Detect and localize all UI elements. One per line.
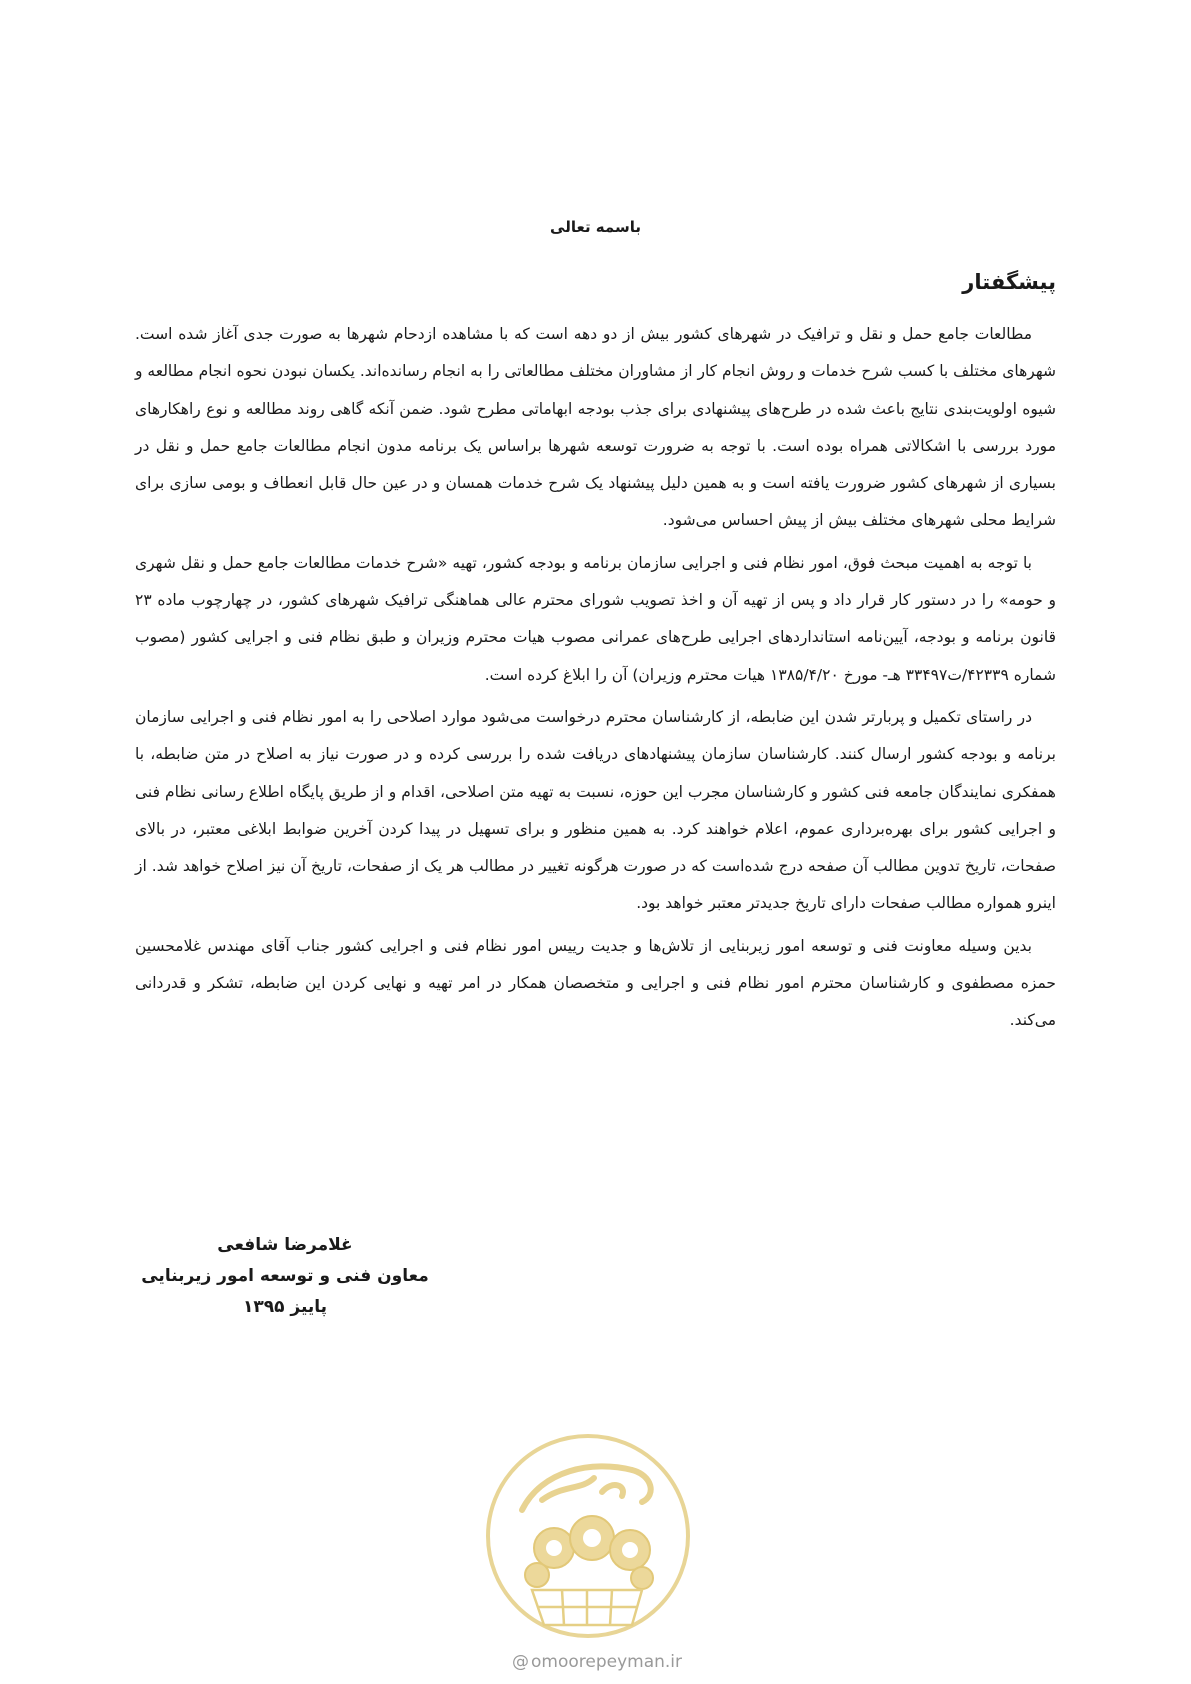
paragraph: بدین وسیله معاونت فنی و توسعه امور زیربنایی از تلاش‌ها و جدیت رییس امور نظام فنی و اجرایی کشور جناب آقای مهندس غلامحسین حمزه مصطفوی و کارشناسان محترم امور نظام فنی و اجرایی و متخصصان همکار در امر تهیه و نهایی کردن این ضابطه، تشکر و قدردانی می‌کند. <box>135 936 1056 1030</box>
page-title: پیشگفتار <box>962 270 1056 294</box>
signatory-position: معاون فنی و توسعه امور زیربنایی <box>141 1266 429 1286</box>
website-url: omoorepeyman.ir <box>530 1652 683 1672</box>
paragraph: با توجه به اهمیت مبحث فوق، امور نظام فنی و اجرایی سازمان برنامه و بودجه کشور، تهیه «شرح خدمات مطالعات جامع حمل و نقل شهری و حومه» را در دستور کار قرار داد و پس از تهیه آن و اخذ تصویب شورای محترم عالی هماهنگی ترافیک شهرهای کشور، در چهارچوب ماده ۲۳ قانون برنامه و بودجه، آیین‌نامه استانداردهای اجرایی طرح‌های عمرانی مصوب هیات محترم وزیران و طبق نظام فنی و اجرایی کشور (مصوب شماره ۴۲۳۳۹/ت۳۳۴۹۷ هـ- مورخ ۱۳۸۵/۴/۲۰ هیات محترم وزیران) آن را ابلاغ کرده است. <box>135 553 1056 684</box>
paragraph: در راستای تکمیل و پربارتر شدن این ضابطه، از کارشناسان محترم درخواست می‌شود موارد اصلاحی را به امور نظام فنی و اجرایی سازمان برنامه و بودجه کشور ارسال کنند. کارشناسان سازمان پیشنهادهای دریافت شده را بررسی کرده و در صورت نیاز به اصلاح در متن ضابطه، با همفکری نمایندگان جامعه فنی کشور و کارشناسان مجرب این حوزه، نسبت به تهیه متن اصلاحی، اقدام و از طریق پایگاه اطلاع رسانی نظام فنی و اجرایی کشور برای بهره‌برداری عموم، اعلام خواهند کرد. به همین منظور و برای تسهیل در پیدا کردن آخرین ضوابط ابلاغی معتبر، در بالای صفحات، تاریخ تدوین مطالب آن صفحه درج شده‌است که در صورت هرگونه تغییر در مطالب هر یک از صفحات، تاریخ آن نیز اصلاح خواهد شد. از اینرو همواره مطالب صفحات دارای تاریخ جدیدتر معتبر خواهد بود. <box>135 707 1056 913</box>
body-text <box>135 316 1056 1045</box>
signatory-name: غلامرضا شافعی <box>217 1235 353 1255</box>
paragraph: مطالعات جامع حمل و نقل و ترافیک در شهرهای کشور بیش از دو دهه است که با مشاهده ازدحام شهرها به صورت جدی آغاز شده است. شهرهای مختلف با کسب شرح خدمات و روش انجام کار از مشاوران مختلف مطالعاتی را به انجام رسانده‌اند. یکسان نبودن نحوه انجام مطالعه و شیوه اولویت‌بندی نتایج باعث شده در طرح‌های پیشنهادی برای جذب بودجه ابهاماتی مطرح شود. ضمن آنکه گاهی روند مطالعه و نوع راهکارهای مورد بررسی با اشکالاتی همراه بوده است. با توجه به ضرورت توسعه شهرها براساس یک برنامه مدون انجام مطالعات جامع حمل و نقل در بسیاری از شهرهای کشور ضرورت یافته است و به همین دلیل پیشنهاد یک شرح خدمات همسان و در عین حال قابل انعطاف و بومی سازی برای شرایط محلی شهرهای مختلف بیش از پیش احساس می‌شود. <box>135 325 1056 530</box>
at-icon: @ <box>511 1652 529 1672</box>
signature-block <box>135 1230 435 1323</box>
watermark-seal-logo <box>482 1430 694 1642</box>
invocation-heading: باسمه تعالی <box>550 218 641 236</box>
website-watermark <box>487 1652 707 1672</box>
signature-date: پاییز ۱۳۹۵ <box>242 1297 328 1317</box>
